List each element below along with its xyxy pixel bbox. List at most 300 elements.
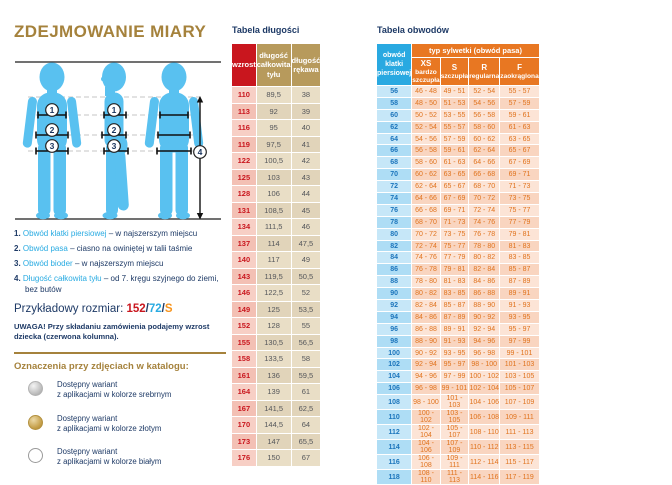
table-row: [377, 169, 539, 180]
range-cell: 74 - 76: [469, 217, 499, 228]
height-cell: 152: [232, 318, 256, 334]
table-row: [377, 134, 539, 145]
chest-cell: 86: [377, 264, 411, 275]
value-cell: 49: [292, 252, 321, 268]
range-cell: 106 - 108: [412, 455, 439, 469]
range-cell: 103 - 105: [500, 371, 538, 382]
range-cell: 75 - 77: [500, 205, 538, 216]
range-cell: 111 - 113: [441, 470, 468, 484]
range-cell: 83 - 85: [500, 252, 538, 263]
table-row: [232, 434, 320, 450]
table-row: [232, 417, 320, 433]
range-cell: 58 - 60: [412, 157, 439, 168]
height-cell: 134: [232, 219, 256, 235]
range-cell: 108 - 110: [469, 425, 499, 439]
range-cell: 94 - 96: [412, 371, 439, 382]
range-cell: 66 - 68: [469, 169, 499, 180]
range-cell: 102 - 104: [469, 385, 500, 393]
value-cell: 141,5: [257, 401, 291, 417]
range-cell: 104 - 106: [412, 440, 439, 454]
value-cell: 56,5: [292, 335, 321, 351]
height-cell: 116: [232, 120, 256, 136]
value-cell: 61: [292, 384, 321, 400]
table-row: [232, 285, 320, 301]
range-cell: 56 - 58: [469, 110, 499, 121]
range-cell: 76 - 78: [412, 264, 439, 275]
range-cell: 50 - 52: [412, 110, 439, 121]
height-cell: 149: [232, 302, 256, 318]
table-row: [232, 252, 320, 268]
chest-cell: 64: [377, 134, 411, 145]
example-size-label: Przykładowy rozmiar:: [14, 303, 127, 315]
table-row: [232, 450, 320, 466]
chest-cell: 80: [377, 229, 411, 240]
value-cell: 55: [292, 318, 321, 334]
table-row: [232, 269, 320, 285]
range-cell: 61 - 63: [441, 157, 468, 168]
table-row: [232, 137, 320, 153]
type-code: F: [517, 62, 522, 72]
value-cell: 40: [292, 120, 321, 136]
child-silhouette-back: [144, 63, 203, 220]
marker-1: 1: [49, 105, 55, 115]
height-cell: 128: [232, 186, 256, 202]
value-cell: 50,5: [292, 269, 321, 285]
marker-4: 4: [197, 147, 203, 157]
range-cell: 107 - 109: [441, 440, 468, 454]
range-cell: 72 - 74: [412, 241, 439, 252]
example-size-line: [14, 303, 173, 315]
range-cell: 62 - 64: [469, 145, 499, 156]
chest-cell: 94: [377, 312, 411, 323]
table-row: [232, 153, 320, 169]
range-cell: 104 - 106: [469, 395, 499, 409]
column-header: długość całkowita tyłu: [257, 44, 291, 86]
range-cell: 86 - 88: [469, 288, 499, 299]
point-desc: – od 7. kręgu szyjnego do ziemi, bez butów: [25, 274, 219, 294]
range-cell: 71 - 73: [441, 217, 468, 228]
table-row: [232, 384, 320, 400]
range-cell: 92 - 94: [469, 324, 499, 335]
value-cell: 147: [257, 434, 291, 450]
range-cell: 113 - 115: [500, 440, 538, 454]
value-cell: 53,5: [292, 302, 321, 318]
chest-cell: 98: [377, 336, 411, 347]
marker-1-side: 1: [111, 105, 117, 115]
value-cell: 108,5: [257, 203, 291, 219]
order-note: UWAGA! Przy składaniu zamówienia podajemy wzrost dziecka (czerwona kolumna).: [14, 322, 210, 341]
value-cell: 46: [292, 219, 321, 235]
chest-cell: 74: [377, 193, 411, 204]
table-row: [377, 264, 539, 275]
measure-point-3: [14, 259, 226, 270]
value-cell: 122,5: [257, 285, 291, 301]
legend-item-white: [28, 447, 161, 466]
chest-cell: 116: [377, 455, 411, 469]
table-row: [377, 181, 539, 192]
range-cell: 109 - 111: [500, 410, 538, 424]
range-cell: 61 - 63: [500, 122, 538, 133]
range-cell: 63 - 65: [500, 134, 538, 145]
chest-cell: 84: [377, 252, 411, 263]
height-cell: 131: [232, 203, 256, 219]
chest-cell: 82: [377, 241, 411, 252]
chest-cell: 102: [377, 359, 411, 370]
range-cell: 94 - 96: [469, 336, 499, 347]
range-cell: 92 - 94: [412, 359, 439, 370]
value-cell: 44: [292, 186, 321, 202]
range-cell: 54 - 56: [412, 134, 439, 145]
value-cell: 136: [257, 368, 291, 384]
value-cell: 67: [292, 450, 321, 466]
table-row: [232, 335, 320, 351]
range-cell: 107 - 109: [500, 395, 538, 409]
value-cell: 103: [257, 170, 291, 186]
table-row: [377, 241, 539, 252]
table-row: [232, 236, 320, 252]
table-row: [377, 371, 539, 382]
range-cell: 110 - 112: [469, 440, 499, 454]
range-cell: 78 - 80: [412, 276, 439, 287]
range-cell: 71 - 73: [500, 181, 538, 192]
legend-line: Dostępny wariant: [57, 447, 118, 456]
marker-3-side: 3: [111, 141, 117, 151]
range-cell: 65 - 67: [500, 145, 538, 156]
range-cell: 117 - 119: [500, 470, 538, 484]
table-row: [377, 440, 539, 454]
legend-line: z aplikacjami w kolorze białym: [57, 456, 162, 466]
range-cell: 93 - 95: [441, 348, 468, 359]
value-cell: 39: [292, 104, 321, 120]
value-cell: 106: [257, 186, 291, 202]
range-cell: 86 - 88: [412, 324, 439, 335]
legend-line: Dostępny wariant: [57, 414, 118, 423]
chest-cell: 72: [377, 181, 411, 192]
range-cell: 70 - 72: [469, 193, 499, 204]
type-label: regularna: [469, 72, 500, 80]
chest-cell: 88: [377, 276, 411, 287]
range-cell: 93 - 95: [500, 312, 538, 323]
type-code: S: [451, 62, 458, 72]
table-row: [377, 336, 539, 347]
height-cell: 122: [232, 153, 256, 169]
height-cell: 170: [232, 417, 256, 433]
table-row: [377, 288, 539, 299]
chest-cell: 68: [377, 157, 411, 168]
value-cell: 119,5: [257, 269, 291, 285]
range-cell: 57 - 59: [500, 98, 538, 109]
range-cell: 98 - 100: [469, 359, 499, 370]
chest-cell: 76: [377, 205, 411, 216]
chest-cell: 108: [377, 395, 411, 409]
value-cell: 52: [292, 285, 321, 301]
range-cell: 84 - 86: [412, 312, 439, 323]
value-cell: 41: [292, 137, 321, 153]
range-cell: 77 - 79: [500, 217, 538, 228]
range-cell: 102 - 104: [412, 425, 439, 439]
chest-cell: 118: [377, 470, 411, 484]
value-cell: 47,5: [292, 236, 321, 252]
value-cell: 125: [257, 302, 291, 318]
range-cell: 114 - 116: [469, 470, 499, 484]
type-label: bardzo szczupła: [412, 68, 440, 84]
range-cell: 90 - 92: [469, 312, 499, 323]
chest-cell: 90: [377, 288, 411, 299]
range-cell: 95 - 97: [500, 324, 538, 335]
white-variant-icon: [28, 448, 43, 463]
silhouette-type-header: [500, 58, 538, 85]
silver-variant-icon: [28, 381, 43, 396]
value-cell: 64: [292, 417, 321, 433]
range-cell: 60 - 62: [469, 134, 499, 145]
chest-cell: 110: [377, 410, 411, 424]
range-cell: 99 - 101: [441, 385, 468, 393]
chest-cell: 92: [377, 300, 411, 311]
range-cell: 59 - 61: [441, 145, 468, 156]
type-label: zaokrąglona: [500, 72, 539, 80]
point-desc: – ciasno na owiniętej w talii taśmie: [70, 244, 193, 253]
table-row: [232, 120, 320, 136]
table-row: [377, 395, 539, 409]
silhouette-type-header: [412, 58, 439, 85]
value-cell: 92: [257, 104, 291, 120]
range-cell: 109 - 111: [441, 455, 468, 469]
marker-2-side: 2: [111, 125, 117, 135]
table-row: [377, 383, 539, 394]
range-cell: 79 - 81: [500, 229, 538, 240]
table-row: [232, 170, 320, 186]
table-row: [377, 312, 539, 323]
range-cell: 83 - 85: [441, 288, 468, 299]
value-cell: 65,5: [292, 434, 321, 450]
range-cell: 96 - 98: [412, 383, 439, 394]
gold-divider: [14, 352, 226, 354]
range-cell: 112 - 114: [469, 455, 499, 469]
marker-2: 2: [49, 125, 55, 135]
value-cell: 117: [257, 252, 291, 268]
range-cell: 59 - 61: [500, 110, 538, 121]
length-table-title: Tabela długości: [232, 25, 300, 35]
range-cell: 51 - 53: [441, 98, 468, 109]
chest-cell: 62: [377, 122, 411, 133]
range-cell: 65 - 67: [441, 181, 468, 192]
table-row: [377, 229, 539, 240]
range-cell: 82 - 84: [412, 300, 439, 311]
table-row: [232, 351, 320, 367]
type-code: R: [481, 62, 488, 72]
range-cell: 96 - 98: [469, 348, 499, 359]
range-cell: 67 - 69: [500, 157, 538, 168]
range-cell: 53 - 55: [441, 110, 468, 121]
value-cell: 58: [292, 351, 321, 367]
table-row: [377, 359, 539, 370]
range-cell: 105 - 107: [441, 425, 468, 439]
range-cell: 55 - 57: [441, 122, 468, 133]
chest-cell: 78: [377, 217, 411, 228]
point-number: 4.: [14, 274, 21, 283]
type-code: XS: [420, 58, 432, 68]
height-cell: 173: [232, 434, 256, 450]
range-cell: 76 - 78: [469, 229, 499, 240]
range-cell: 111 - 113: [500, 425, 538, 439]
value-cell: 139: [257, 384, 291, 400]
range-cell: 74 - 76: [412, 252, 439, 263]
table-row: [377, 157, 539, 168]
example-height-value: 152: [126, 303, 146, 315]
slash: /: [145, 303, 149, 315]
point-name: Obwód bioder: [22, 259, 73, 268]
range-cell: 88 - 90: [412, 336, 439, 347]
point-number: 2.: [14, 244, 21, 253]
range-cell: 87 - 89: [441, 312, 468, 323]
legend-item-gold: [28, 414, 161, 433]
value-cell: 111,5: [257, 219, 291, 235]
range-cell: 97 - 99: [441, 371, 468, 382]
range-cell: 77 - 79: [441, 252, 468, 263]
range-cell: 63 - 65: [441, 169, 468, 180]
range-cell: 64 - 66: [469, 157, 499, 168]
table-row: [377, 98, 539, 109]
height-cell: 140: [232, 252, 256, 268]
table-row: [377, 470, 539, 484]
value-cell: 42: [292, 153, 321, 169]
table-row: [377, 252, 539, 263]
range-cell: 80 - 82: [469, 252, 499, 263]
range-cell: 68 - 70: [469, 181, 499, 192]
range-cell: 88 - 90: [469, 300, 499, 311]
range-cell: 69 - 71: [500, 169, 538, 180]
value-cell: 130,5: [257, 335, 291, 351]
measure-point-list: [14, 229, 226, 300]
table-row: [232, 219, 320, 235]
range-cell: 72 - 74: [469, 205, 499, 216]
height-cell: 143: [232, 269, 256, 285]
height-cell: 161: [232, 368, 256, 384]
range-cell: 89 - 91: [500, 288, 538, 299]
measurement-diagram: [14, 56, 222, 222]
point-number: 1.: [14, 229, 21, 238]
range-cell: 97 - 99: [500, 336, 538, 347]
table-row: [377, 122, 539, 133]
chest-cell: 96: [377, 324, 411, 335]
range-cell: 68 - 70: [412, 217, 439, 228]
example-type-value: S: [164, 303, 173, 315]
example-waist-value: 72: [148, 303, 162, 315]
height-cell: 167: [232, 401, 256, 417]
range-cell: 64 - 66: [412, 193, 439, 204]
column-header: wzrost: [232, 44, 256, 86]
table-row: [377, 145, 539, 156]
range-cell: 70 - 72: [412, 229, 439, 240]
table-row: [232, 203, 320, 219]
range-cell: 115 - 117: [500, 455, 538, 469]
height-cell: 137: [232, 236, 256, 252]
gold-variant-icon: [28, 415, 43, 430]
range-cell: 85 - 87: [500, 264, 538, 275]
table-row: [377, 193, 539, 204]
range-cell: 80 - 82: [412, 288, 439, 299]
chest-cell: 66: [377, 145, 411, 156]
height-cell: 113: [232, 104, 256, 120]
table-row: [232, 318, 320, 334]
chest-column-header: obwód klatki piersiowej: [377, 44, 411, 85]
range-cell: 108 - 110: [412, 470, 439, 484]
value-cell: 59,5: [292, 368, 321, 384]
table-row: [232, 401, 320, 417]
value-cell: 95: [257, 120, 291, 136]
table-row: [377, 205, 539, 216]
point-name: Obwód klatki piersiowej: [22, 229, 107, 238]
table-row: [232, 302, 320, 318]
chest-cell: 58: [377, 98, 411, 109]
range-cell: 52 - 54: [412, 122, 439, 133]
range-cell: 100 - 102: [469, 373, 500, 381]
chest-cell: 106: [377, 383, 411, 394]
measure-point-2: [14, 244, 226, 255]
range-cell: 99 - 101: [500, 348, 538, 359]
range-cell: 79 - 81: [441, 264, 468, 275]
chest-cell: 60: [377, 110, 411, 121]
range-cell: 52 - 54: [469, 86, 499, 97]
chest-cell: 112: [377, 425, 411, 439]
table-row: [377, 410, 539, 424]
group-header: typ sylwetki (obwód pasa): [412, 44, 539, 57]
marker-3: 3: [49, 141, 55, 151]
range-cell: 73 - 75: [441, 229, 468, 240]
chest-cell: 70: [377, 169, 411, 180]
type-label: szczupła: [440, 72, 469, 80]
range-cell: 91 - 93: [441, 336, 468, 347]
range-cell: 90 - 92: [412, 348, 439, 359]
range-cell: 48 - 50: [412, 98, 439, 109]
range-cell: 55 - 57: [500, 86, 538, 97]
range-cell: 69 - 71: [441, 205, 468, 216]
point-desc: – w najszerszym miejscu: [108, 229, 198, 238]
range-cell: 78 - 80: [469, 241, 499, 252]
range-cell: 101 - 103: [441, 395, 468, 409]
table-row: [232, 104, 320, 120]
legend-line: Dostępny wariant: [57, 380, 118, 389]
value-cell: 43: [292, 170, 321, 186]
table-row: [377, 348, 539, 359]
range-cell: 82 - 84: [469, 264, 499, 275]
range-cell: 81 - 83: [441, 276, 468, 287]
range-cell: 81 - 83: [500, 241, 538, 252]
chest-cell: 100: [377, 348, 411, 359]
silhouette-type-header: [441, 58, 468, 85]
range-cell: 54 - 56: [469, 98, 499, 109]
range-cell: 89 - 91: [441, 324, 468, 335]
range-cell: 100 - 102: [412, 410, 439, 424]
value-cell: 100,5: [257, 153, 291, 169]
value-cell: 133,5: [257, 351, 291, 367]
height-cell: 146: [232, 285, 256, 301]
range-cell: 85 - 87: [441, 300, 468, 311]
range-cell: 95 - 97: [441, 359, 468, 370]
table-row: [377, 425, 539, 439]
range-cell: 91 - 93: [500, 300, 538, 311]
value-cell: 62,5: [292, 401, 321, 417]
measure-point-1: [14, 229, 226, 240]
value-cell: 114: [257, 236, 291, 252]
legend-line: z aplikacjami w kolorze srebrnym: [57, 389, 172, 399]
range-cell: 60 - 62: [412, 169, 439, 180]
height-cell: 176: [232, 450, 256, 466]
table-row: [377, 300, 539, 311]
range-cell: 75 - 77: [441, 241, 468, 252]
page-title: ZDEJMOWANIE MIARY: [14, 22, 207, 41]
height-cell: 155: [232, 335, 256, 351]
